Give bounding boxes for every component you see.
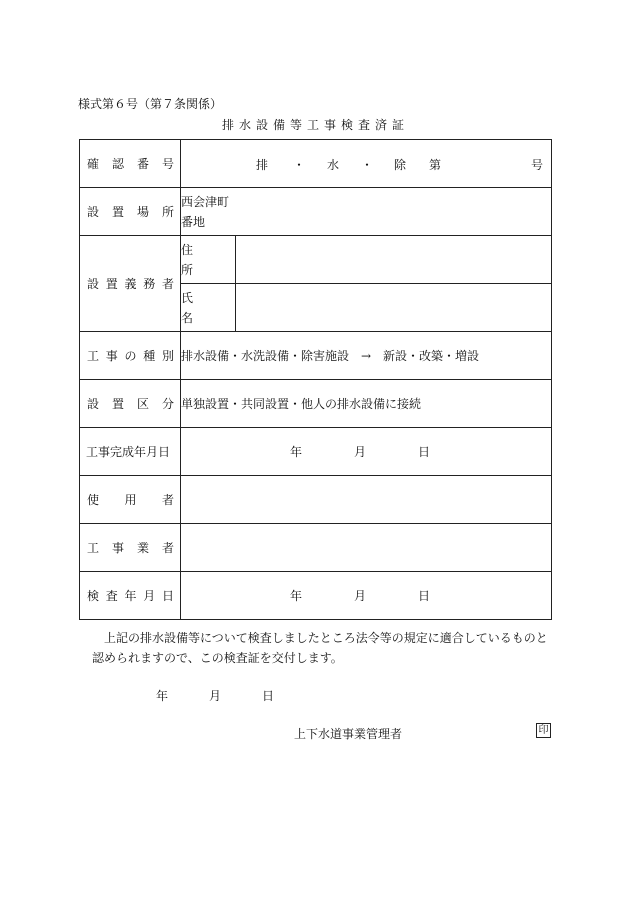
value-inspection-date[interactable]: 年 月 日	[181, 572, 552, 620]
issuer-title: 上下水道事業管理者	[294, 727, 403, 741]
label-install-type: 設 置 区 分	[80, 380, 181, 428]
value-obligor-name[interactable]	[236, 284, 552, 332]
row-install-type	[80, 380, 552, 428]
value-completion-date[interactable]: 年 月 日	[181, 428, 552, 476]
label-obligor: 設 置 義 務 者	[80, 236, 181, 332]
row-work-type	[80, 332, 552, 380]
row-inspection-date	[80, 572, 552, 620]
row-user	[80, 476, 552, 524]
certification-statement: 上記の排水設備等について検査しましたところ法令等の規定に適合しているものと認められますので、この検査証を交付します。	[92, 631, 548, 665]
value-install-type[interactable]: 単独設置・共同設置・他人の排水設備に接続	[181, 380, 552, 428]
row-obligor-address	[80, 236, 552, 284]
value-work-type[interactable]: 排水設備・水洗設備・除害施設 → 新設・改築・増設	[181, 332, 552, 380]
value-location[interactable]: 西会津町 番地	[181, 188, 552, 236]
label-work-type: 工 事 の 種 別	[80, 332, 181, 380]
row-completion-date	[80, 428, 552, 476]
label-contractor: 工 事 業 者	[80, 524, 181, 572]
label-user: 使 用 者	[80, 476, 181, 524]
value-obligor-address[interactable]	[236, 236, 552, 284]
issue-date: 年 月 日	[156, 689, 275, 703]
label-confirmation-number: 確 認 番 号	[80, 140, 181, 188]
form-number: 様式第６号（第７条関係）	[78, 97, 223, 111]
inspection-form-table	[79, 139, 552, 620]
label-address: 住 所	[181, 236, 236, 284]
seal-mark: 印	[536, 723, 551, 738]
label-name: 氏 名	[181, 284, 236, 332]
value-confirmation-number[interactable]: 排 ・ 水 ・ 除 第 号	[181, 140, 552, 188]
document-title: 排水設備等工事検査済証	[222, 118, 410, 132]
row-location	[80, 188, 552, 236]
value-contractor[interactable]	[181, 524, 552, 572]
value-user[interactable]	[181, 476, 552, 524]
label-inspection-date: 検 査 年 月 日	[80, 572, 181, 620]
row-contractor	[80, 524, 552, 572]
label-location: 設 置 場 所	[80, 188, 181, 236]
label-completion-date: 工事完成年月日	[80, 428, 181, 476]
row-confirmation-number	[80, 140, 552, 188]
